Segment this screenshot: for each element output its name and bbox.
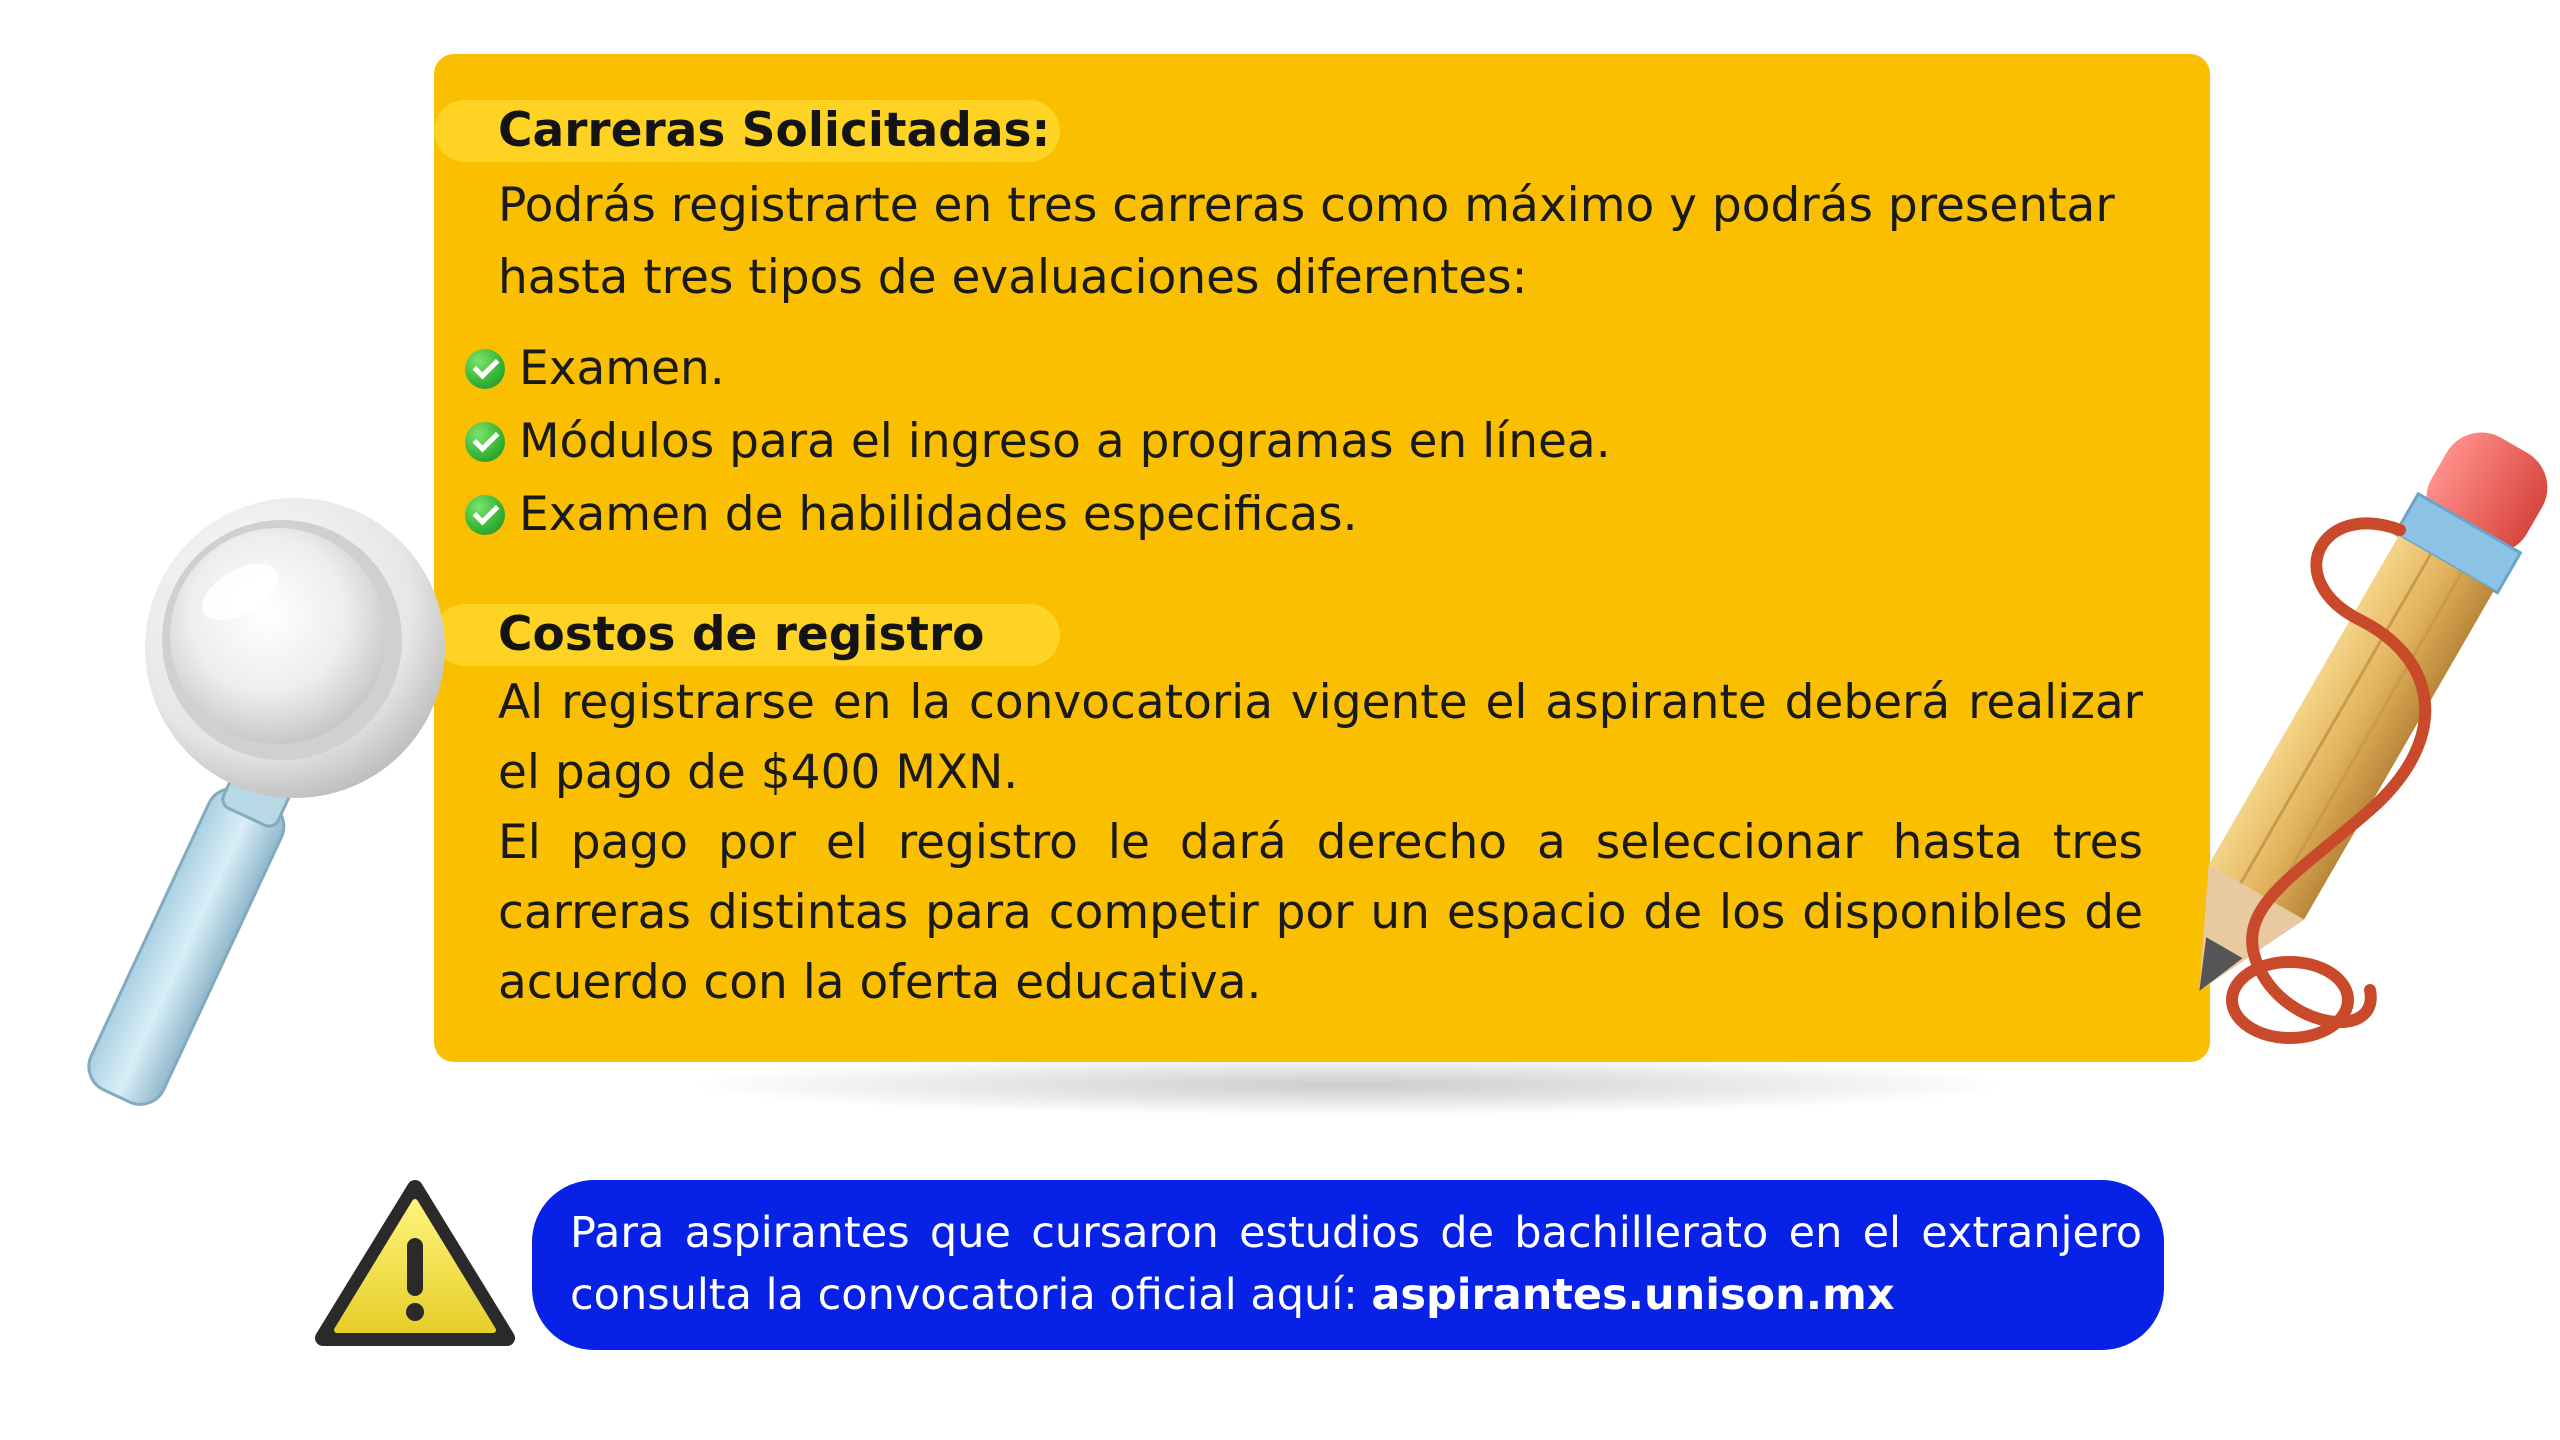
list-item-label: Módulos para el ingreso a programas en línea. [519, 414, 1611, 469]
costs-heading: Costos de registro [498, 607, 985, 662]
evaluation-list [465, 332, 1611, 551]
notice-message: Para aspirantes que cursaron estudios de bachillerato en el extranjero consulta la convocatoria oficial aquí: [570, 1208, 2142, 1320]
costs-paragraph-1: Al registrarse en la convocatoria vigente el aspirante deberá realizar el pago de $400 MXN. [498, 675, 2143, 800]
card-shadow [700, 1055, 2000, 1115]
careers-intro: Podrás registrarte en tres carreras como máximo y podrás presentar hasta tres tipos de evaluaciones diferentes: [498, 178, 2115, 305]
careers-heading: Carreras Solicitadas: [498, 103, 1051, 158]
list-item [465, 332, 1611, 405]
list-item-label: Examen. [519, 341, 725, 396]
check-icon [465, 422, 505, 462]
costs-paragraph-2: El pago por el registro le dará derecho a seleccionar hasta tres carreras distintas para competir por un espacio de los disponibles de acuerdo con la oferta educativa. [498, 815, 2143, 1010]
list-item [465, 405, 1611, 478]
check-icon [465, 349, 505, 389]
magnifying-glass-icon [20, 480, 480, 1120]
notice-link[interactable]: aspirantes.unison.mx [1371, 1270, 1895, 1320]
list-item-label: Examen de habilidades especificas. [519, 487, 1358, 542]
list-item [465, 478, 1611, 551]
notice-text [570, 1202, 2142, 1326]
pencil-icon [2120, 390, 2560, 1080]
warning-icon [315, 1178, 515, 1348]
